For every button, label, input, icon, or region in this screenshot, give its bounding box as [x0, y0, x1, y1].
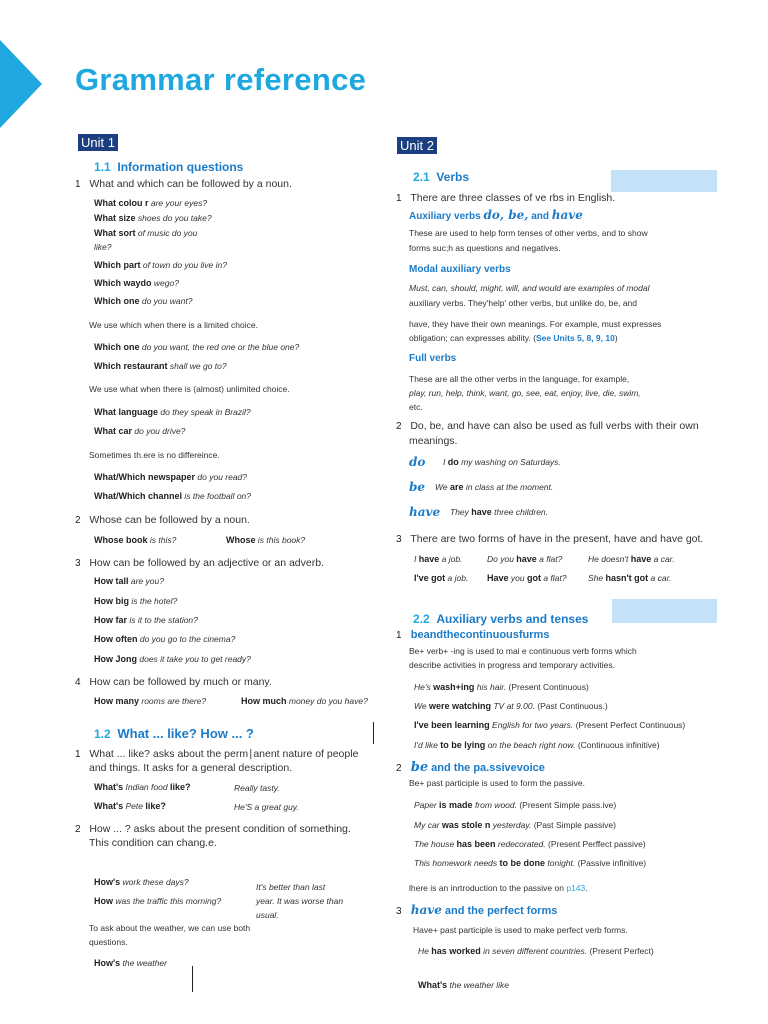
rule-2-cont: meanings.	[409, 435, 458, 447]
example-line: I have a job.	[414, 554, 463, 564]
rule-5: 1 What ... like? asks about the perm∣anent nature of people	[75, 748, 359, 760]
example-line: This homework needs to be done tonight. (Passive infinitive)	[414, 858, 647, 868]
example-reply: usual.	[256, 910, 279, 920]
rule-1: 1 There are three classes of ve rbs in English.	[396, 192, 616, 204]
rule-6: 2 How ... ? asks about the present condition of something.	[75, 823, 351, 835]
body-line: Be+ verb+ -ing is used to mai e continuous verb forms which	[409, 646, 637, 656]
example-line: Which waydo wego?	[94, 278, 179, 288]
example-line: What car do you drive?	[94, 426, 186, 436]
example-line: The house has been redecorated. (Present Perffect passive)	[414, 839, 646, 849]
example-reply: It's better than last	[256, 882, 326, 892]
example-line: Which one do you want, the red one or the blue one?	[94, 342, 300, 352]
example-line: They have three children.	[450, 507, 549, 517]
rule-text: What and which can be followed by a noun.	[89, 178, 292, 190]
body-line: play, run, help, think, want, go, see, eat, enjoy, live, die, swim,	[409, 388, 641, 398]
note-no-difference: Sometimes th.ere is no differeince.	[89, 450, 220, 460]
units-link[interactable]: See Units 5, 8, 9, 10	[535, 333, 615, 343]
example-line: How many rooms are there?	[94, 696, 207, 706]
example-line: Whose is this book?	[226, 535, 306, 545]
example-line: Whose book is this?	[94, 535, 177, 545]
passive-note: lhere is an inrtroduction to the passive on p143.	[409, 883, 588, 893]
example-line: How big is the hotel?	[94, 596, 178, 606]
note-unlimited-choice: We use what when there is (almost) unlimited choice.	[89, 384, 290, 394]
body-line: forms suc;h as questions and negatives.	[409, 243, 561, 253]
unit-1-tag: Unit 1	[78, 134, 118, 151]
example-line: How tall are you?	[94, 576, 164, 586]
example-line: Paper is made from wood. (Present Simple pass.ive)	[414, 800, 617, 810]
modal-verbs-heading: Modal auxiliary verbs	[409, 264, 511, 275]
example-line: Which one do you want?	[94, 296, 193, 306]
body-line: These are used to help form tenses of other verbs, and to show	[409, 228, 648, 238]
example-line: We were watching TV at 9.00. (Past Continuous.)	[414, 701, 608, 711]
rule-1	[75, 178, 292, 190]
example-line: I've got a job.	[414, 573, 469, 583]
example-line: How Jong does it take you to get ready?	[94, 654, 251, 664]
rule-3: 3 How can be followed by an adjective or an adverb.	[75, 557, 324, 569]
decorative-bar	[611, 170, 717, 192]
example-line: What's Indian food like?	[94, 782, 191, 792]
page-title: Grammar reference	[75, 62, 367, 97]
example-line: What language do they speak in Brazil?	[94, 407, 251, 417]
body-line: have, they have their own meanings. For example, must expresses	[409, 319, 662, 329]
example-line: Which restaurant shall we go to?	[94, 361, 227, 371]
decorative-bar	[612, 599, 717, 623]
example-line: How far is it to the station?	[94, 615, 198, 625]
example-line: He doesn't have a car.	[588, 554, 675, 564]
body-line: describe activities in progress and temporary activities.	[409, 660, 615, 670]
example-line: How's work these days?	[94, 877, 189, 887]
rule-number: 1	[75, 179, 81, 190]
example-line: What colou r are your eyes?	[94, 198, 208, 208]
example-line: I've been learning English for two years. (Present Perfect Continuous)	[414, 720, 686, 730]
example-reply: Really tasty.	[234, 783, 280, 793]
example-line: She hasn't got a car.	[588, 573, 672, 583]
section-number: 1.1	[94, 160, 111, 174]
body-line: auxiliary verbs. They'help' other verbs, but unlike do, be, and	[409, 298, 637, 308]
full-verbs-heading: Full verbs	[409, 353, 457, 364]
point-1-heading: 1 beandthecontinuousfurms	[396, 629, 550, 641]
note-weather: To ask about the weather, we can use both	[89, 923, 251, 933]
rule-2: 2 Do, be, and have can also be used as full verbs with their own	[396, 420, 699, 432]
section-title: Information questions	[117, 160, 244, 174]
rule-4: 4 How can be followed by much or many.	[75, 676, 272, 688]
example-line: What size shoes do you take?	[94, 213, 212, 223]
rule-2: 2 Whose can be followed by a noun.	[75, 514, 250, 526]
example-reply: year. It was worse than	[256, 896, 344, 906]
example-line: Do you have a flat?	[487, 554, 563, 564]
section-1-1-heading	[94, 160, 243, 174]
body-line: Have+ past participle is used to make perfect verb forms.	[413, 925, 628, 935]
example-line: My car was stole n yesterday. (Past Simple passive)	[414, 820, 616, 830]
example-line: Which part of town do you live in?	[94, 260, 227, 270]
example-line: How's the weather	[94, 958, 167, 968]
body-line: These are all the other verbs in the language, for example,	[409, 374, 630, 384]
body-line: Be+ past participle is used to form the passive.	[409, 778, 585, 788]
example-line: He has worked in seven different countries. (Present Perfect)	[418, 946, 654, 956]
auxiliary-verbs-heading: Auxiliary verbs do, be, and have	[409, 208, 583, 222]
divider-line	[192, 966, 193, 992]
example-line: I'd like to be lying on the beach right now. (Continuous infinitive)	[414, 740, 660, 750]
point-3-heading: 3 have and the perfect forms	[396, 903, 558, 917]
body-line: obligation; can expresses ability. (See Units 5, 8, 9, 10)	[409, 333, 618, 343]
verb-be: be	[409, 480, 426, 494]
example-line: He's wash+ing his hair. (Present Continuous)	[414, 682, 589, 692]
note-limited-choice: We use which when there is a limited choice.	[89, 320, 258, 330]
rule-6-cont: This condition can chang.e.	[89, 837, 217, 849]
verb-have: have	[409, 505, 441, 519]
rule-3: 3 There are two forms of have in the present, have and have got.	[396, 533, 704, 545]
example-line: What's Pete like?	[94, 801, 166, 811]
example-line: How much money do you have?	[241, 696, 368, 706]
verb-do: do	[409, 455, 426, 469]
example-line: What/Which channel is the football on?	[94, 491, 252, 501]
example-line: How often do you go to the cinema?	[94, 634, 236, 644]
body-line: etc.	[409, 402, 423, 412]
example-line: We are in class at the moment.	[435, 482, 554, 492]
example-line: Have you got a flat?	[487, 573, 567, 583]
section-2-1-heading: 2.1 Verbs	[413, 170, 470, 184]
example-line: like?	[94, 242, 112, 252]
section-1-2-heading: 1.2 What ... like? How ... ?	[94, 726, 254, 741]
section-2-2-heading: 2.2 Auxiliary verbs and tenses	[413, 612, 589, 626]
example-line: How was the traffic this morning?	[94, 896, 222, 906]
chevron-right-icon	[0, 40, 42, 128]
example-reply: He'S a great guy.	[234, 802, 299, 812]
example-line: What's the weather like	[418, 980, 510, 990]
page-link[interactable]: p143	[566, 883, 586, 893]
example-line: What/Which newspaper do you read?	[94, 472, 247, 482]
example-line: I do my washing on Saturdays.	[443, 457, 561, 467]
point-2-heading: 2 be and the pa.ssivevoice	[396, 760, 545, 775]
unit-2-tag: Unit 2	[397, 137, 437, 154]
body-line: Must, can, should, might, will, and would are examples of modal	[409, 283, 650, 293]
rule-5-cont: and things. It asks for a general description.	[89, 762, 293, 774]
example-line: What sort of music do you	[94, 228, 198, 238]
note-weather-cont: questions.	[89, 937, 128, 947]
divider-line	[373, 722, 374, 744]
